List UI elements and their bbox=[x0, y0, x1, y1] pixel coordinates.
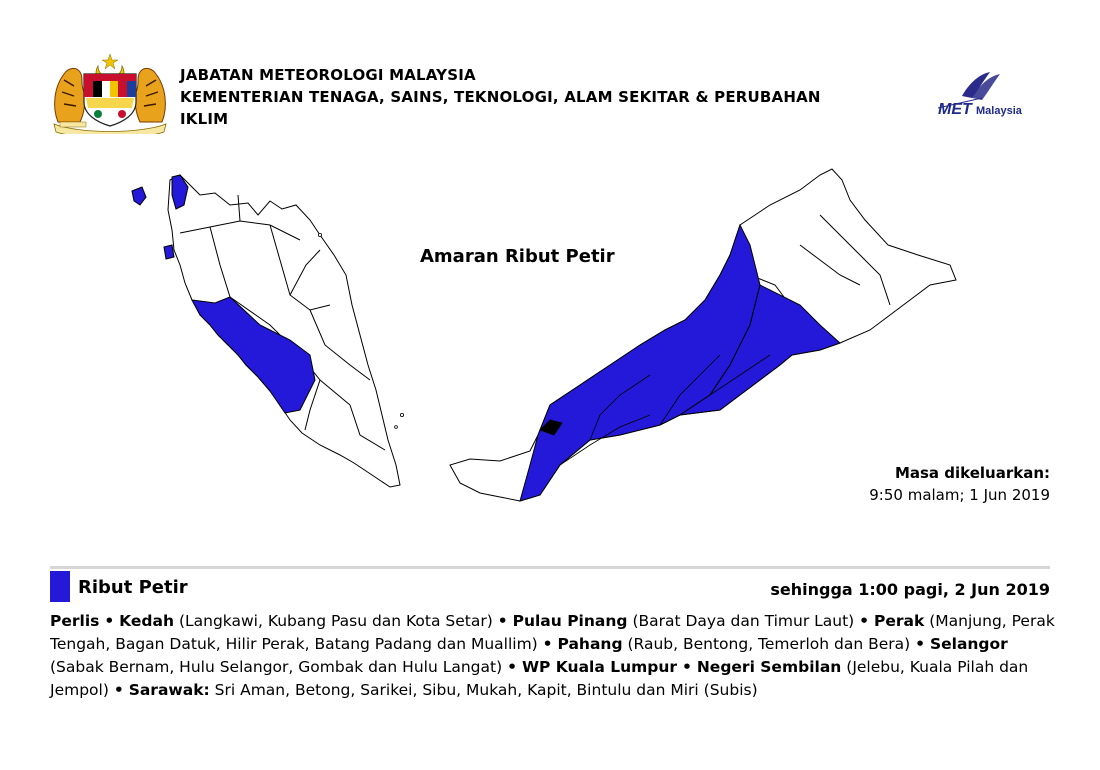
ministry-name: KEMENTERIAN TENAGA, SAINS, TEKNOLOGI, ALAM SEKITAR & PERUBAHAN bbox=[180, 88, 821, 106]
issued-time: 9:50 malam; 1 Jun 2019 bbox=[869, 486, 1050, 504]
legend-swatch bbox=[50, 571, 70, 602]
area-state: Selangor bbox=[929, 635, 1008, 653]
area-state: Pulau Pinang bbox=[512, 612, 628, 630]
logo-met-text: MET bbox=[938, 101, 972, 118]
logo-malaysia-text: Malaysia bbox=[976, 105, 1022, 117]
area-detail: (Langkawi, Kubang Pasu dan Kota Setar) bbox=[178, 612, 493, 630]
area-separator: • bbox=[104, 612, 115, 630]
agency-header bbox=[180, 64, 920, 130]
peninsular-malaysia bbox=[168, 175, 400, 487]
area-separator: • bbox=[681, 658, 692, 676]
area-detail: Sri Aman, Betong, Sarikei, Sibu, Mukah, Kapit, Bintulu dan Miri (Subis) bbox=[214, 681, 758, 699]
ministry-name-cont: IKLIM bbox=[180, 110, 229, 128]
area-separator: • bbox=[915, 635, 926, 653]
area-state: Perak bbox=[874, 612, 925, 630]
area-state: Negeri Sembilan bbox=[696, 658, 842, 676]
warning-penang bbox=[164, 245, 174, 259]
issued-time-block bbox=[869, 462, 1050, 506]
area-state: WP Kuala Lumpur bbox=[521, 658, 678, 676]
warning-langkawi bbox=[132, 187, 146, 205]
valid-until: sehingga 1:00 pagi, 2 Jun 2019 bbox=[770, 580, 1050, 599]
map-title: Amaran Ribut Petir bbox=[420, 246, 615, 267]
area-state: Kedah bbox=[119, 612, 175, 630]
coat-of-arms-icon bbox=[50, 52, 170, 134]
area-separator: • bbox=[542, 635, 553, 653]
area-state: Perlis bbox=[50, 612, 100, 630]
area-detail: (Manjung, Perak Tengah, Bagan Datuk, Hilir Perak, Batang Padang dan Muallim) bbox=[50, 612, 1055, 653]
met-malaysia-logo-icon bbox=[932, 68, 1050, 120]
legend-label: Ribut Petir bbox=[78, 577, 188, 598]
area-detail: (Jelebu, Kuala Pilah dan Jempol) bbox=[50, 658, 1029, 699]
affected-areas bbox=[50, 610, 1055, 702]
warning-map bbox=[120, 165, 960, 510]
area-state: Sarawak: bbox=[128, 681, 210, 699]
area-detail: (Sabak Bernam, Hulu Selangor, Gombak dan Hulu Langat) bbox=[50, 658, 503, 676]
area-separator: • bbox=[859, 612, 870, 630]
section-divider bbox=[50, 566, 1050, 569]
area-detail: (Raub, Bentong, Temerloh dan Bera) bbox=[627, 635, 911, 653]
area-state: Pahang bbox=[557, 635, 623, 653]
issued-label: Masa dikeluarkan: bbox=[894, 464, 1050, 482]
agency-name: JABATAN METEOROLOGI MALAYSIA bbox=[180, 66, 476, 84]
area-separator: • bbox=[113, 681, 124, 699]
area-separator: • bbox=[497, 612, 508, 630]
area-detail: (Barat Daya dan Timur Laut) bbox=[632, 612, 855, 630]
area-separator: • bbox=[507, 658, 517, 676]
